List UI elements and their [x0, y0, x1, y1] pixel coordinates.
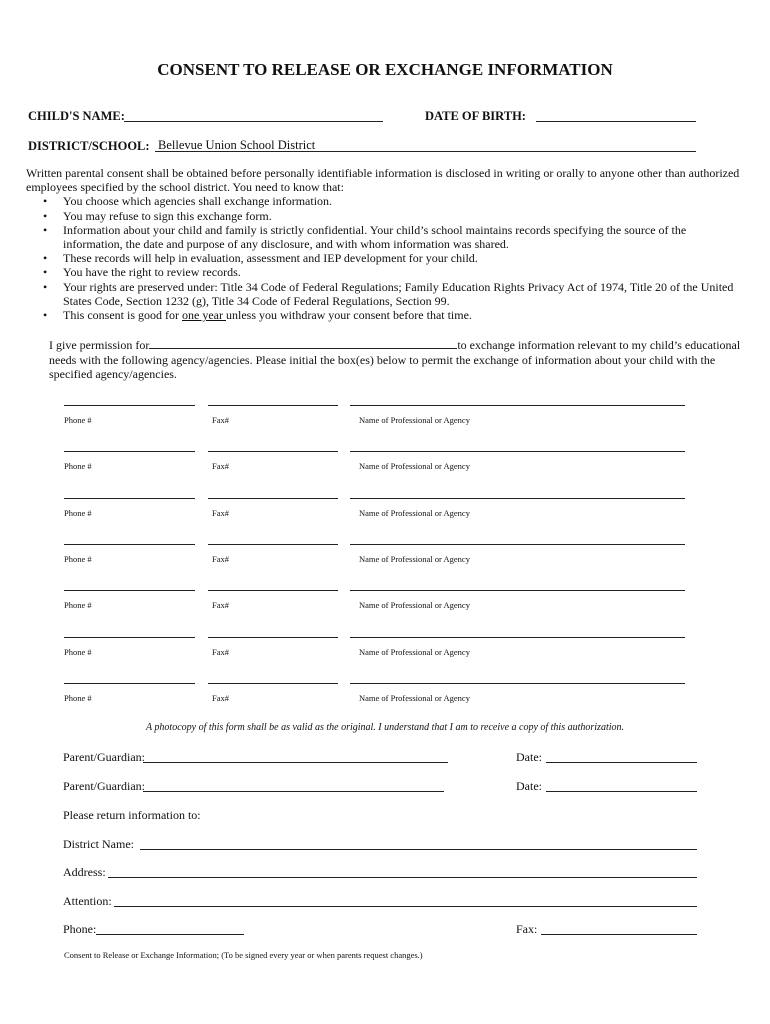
- agency-name-label: Name of Professional or Agency: [359, 647, 470, 657]
- dob-label: DATE OF BIRTH:: [425, 109, 526, 123]
- fax-label: Fax#: [212, 693, 229, 703]
- list-item: • These records will help in evaluation, assessment and IEP development for your child.: [43, 251, 478, 266]
- fax-label: Fax#: [212, 554, 229, 564]
- phone-field[interactable]: [64, 544, 195, 545]
- phone-field[interactable]: [96, 934, 244, 935]
- phone-field[interactable]: [64, 451, 195, 452]
- agency-name-field[interactable]: [350, 451, 685, 452]
- fax-label: Fax:: [516, 922, 538, 936]
- agency-name-field[interactable]: [350, 590, 685, 591]
- phone-label: Phone #: [64, 693, 92, 703]
- phone-label: Phone #: [64, 647, 92, 657]
- phone-label: Phone #: [64, 461, 92, 471]
- phone-label: Phone #: [64, 600, 92, 610]
- agency-name-label: Name of Professional or Agency: [359, 415, 470, 425]
- footer-note: Consent to Release or Exchange Information; (To be signed every year or when parents request changes.): [64, 950, 423, 960]
- intro-paragraph: Written parental consent shall be obtained before personally identifiable information is disclosed in writing or orally to anyone other than authorized employees specified by the school district. You need to know that:: [26, 166, 740, 195]
- date-field[interactable]: [546, 791, 697, 792]
- agency-name-field[interactable]: [350, 498, 685, 499]
- parent-guardian-label: Parent/Guardian:: [63, 750, 145, 764]
- agency-name-label: Name of Professional or Agency: [359, 693, 470, 703]
- dob-field[interactable]: [536, 121, 696, 122]
- permission-paragraph: I give permission for to exchange information relevant to my child’s educational needs with the following agency/agencies. Please initial the box(es) below to permit the exchange of information about your child with the specified agency/agencies.: [49, 338, 741, 382]
- fax-label: Fax#: [212, 415, 229, 425]
- agency-name-label: Name of Professional or Agency: [359, 508, 470, 518]
- attention-field[interactable]: [114, 906, 697, 907]
- fax-field[interactable]: [208, 498, 338, 499]
- return-heading: Please return information to:: [63, 808, 201, 822]
- phone-field[interactable]: [64, 498, 195, 499]
- fax-label: Fax#: [212, 647, 229, 657]
- agency-name-field[interactable]: [350, 405, 685, 406]
- phone-field[interactable]: [64, 590, 195, 591]
- agency-name-label: Name of Professional or Agency: [359, 461, 470, 471]
- district-value: Bellevue Union School District: [158, 138, 316, 152]
- parent-guardian-field[interactable]: [143, 791, 444, 792]
- phone-field[interactable]: [64, 405, 195, 406]
- fax-label: Fax#: [212, 461, 229, 471]
- photocopy-note: A photocopy of this form shall be as valid as the original. I understand that I am to receive a copy of this authorization.: [145, 722, 625, 733]
- phone-label: Phone #: [64, 415, 92, 425]
- rights-list: [26, 194, 746, 322]
- list-item: • You have the right to review records.: [43, 265, 241, 280]
- address-label: Address:: [63, 865, 106, 879]
- fax-field[interactable]: [208, 451, 338, 452]
- fax-field[interactable]: [208, 405, 338, 406]
- list-item: • You may refuse to sign this exchange form.: [43, 208, 272, 223]
- list-item: • You choose which agencies shall exchange information.: [43, 194, 333, 209]
- attention-label: Attention:: [63, 894, 112, 908]
- agency-name-label: Name of Professional or Agency: [359, 600, 470, 610]
- one-year-emphasis: one year: [182, 308, 226, 323]
- agency-name-field[interactable]: [350, 637, 685, 638]
- fax-field[interactable]: [208, 544, 338, 545]
- fax-field[interactable]: [208, 637, 338, 638]
- fax-label: Fax#: [212, 600, 229, 610]
- phone-label: Phone #: [64, 508, 92, 518]
- date-label: Date:: [516, 750, 542, 764]
- parent-guardian-label: Parent/Guardian:: [63, 779, 145, 793]
- fax-field[interactable]: [208, 590, 338, 591]
- list-item: • This consent is good for one year unless you withdraw your consent before that time.: [43, 308, 472, 323]
- district-name-label: District Name:: [63, 837, 134, 851]
- phone-label: Phone #: [64, 554, 92, 564]
- fax-label: Fax#: [212, 508, 229, 518]
- fax-field[interactable]: [208, 683, 338, 684]
- permission-for-field[interactable]: [149, 338, 457, 349]
- agency-name-label: Name of Professional or Agency: [359, 554, 470, 564]
- address-field[interactable]: [108, 877, 697, 878]
- list-item: • Information about your child and family is strictly confidential. Your child’s school maintains records specifying the source of the information, the date and purpose of any disclosure, and with whom information was shared.: [43, 222, 687, 252]
- parent-guardian-field[interactable]: [143, 762, 448, 763]
- district-label: DISTRICT/SCHOOL:: [28, 139, 150, 153]
- date-label: Date:: [516, 779, 542, 793]
- agency-name-field[interactable]: [350, 683, 685, 684]
- agency-name-field[interactable]: [350, 544, 685, 545]
- fax-field[interactable]: [541, 934, 697, 935]
- page-title: CONSENT TO RELEASE OR EXCHANGE INFORMATION: [157, 60, 613, 79]
- phone-field[interactable]: [64, 683, 195, 684]
- phone-field[interactable]: [64, 637, 195, 638]
- list-item: • Your rights are preserved under: Title 34 Code of Federal Regulations; Family Education Rights Privacy Act of 1974, Title 20 of the United States Code, Section 1232 (g), Title 34 Code of Federal Regulations, Section 99.: [43, 279, 734, 308]
- intro-section: [26, 166, 746, 322]
- phone-label: Phone:: [63, 922, 97, 936]
- date-field[interactable]: [546, 762, 697, 763]
- child-name-label: CHILD'S NAME:: [28, 109, 125, 123]
- child-name-field[interactable]: [124, 121, 383, 122]
- district-name-field[interactable]: [140, 849, 697, 850]
